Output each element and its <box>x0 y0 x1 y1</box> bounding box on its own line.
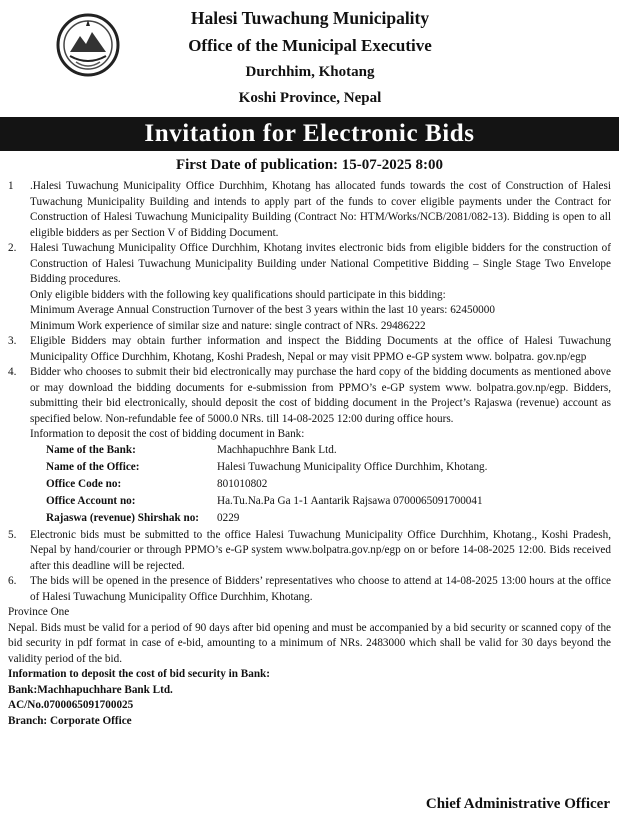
table-row <box>46 460 487 477</box>
publication-date: First Date of publication: 15-07-2025 8:00 <box>175 157 444 173</box>
clause-text: Halesi Tuwachung Municipality Office Durchhim, Khotang invites electronic bids from eligible bidders for the construction of Construction of Halesi Tuwachung Municipality Building under National Competitive Bidding – Single Stage Two Envelope Bidding procedures. <box>30 242 611 285</box>
table-row <box>46 494 487 511</box>
qualification-experience: Minimum Work experience of similar size and nature: single contract of NRs. 29486222 <box>30 319 426 332</box>
clause-number: 1 <box>8 180 14 192</box>
qualification-intro: Only eligible bidders with the following key qualifications should participate in this bidding: <box>30 288 446 301</box>
security-branch: Branch: Corporate Office <box>8 714 132 727</box>
office-account-value: Ha.Tu.Na.Pa Ga 1-1 Aantarik Rajsawa 0700065091700041 <box>217 494 483 507</box>
rajaswa-value: 0229 <box>217 511 240 524</box>
bank-name-value: Machhapuchhre Bank Ltd. <box>217 443 337 456</box>
clause-6 <box>8 574 611 605</box>
bank-name-label: Name of the Bank: <box>46 443 136 456</box>
municipality-name: Halesi Tuwachung Municipality <box>190 8 430 28</box>
bank-details-table <box>46 443 487 528</box>
clause-text: Eligible Bidders may obtain further information and inspect the Bidding Documents at the office of Halesi Tuwachung Municipality Office Durchhim, Khotang, Koshi Pradesh, Nepal or may visit PPMO e-GP system www. bolpatra. gov.np/egp <box>30 335 611 363</box>
clause-5 <box>8 528 611 575</box>
security-account: AC/No.0700065091700025 <box>8 699 134 711</box>
clause-number: 6. <box>8 575 17 587</box>
municipality-emblem-icon <box>56 12 120 78</box>
province-line: Province One <box>8 606 70 618</box>
clause-number: 2. <box>8 242 17 254</box>
clause-3 <box>8 334 611 365</box>
notice-body <box>8 179 611 729</box>
security-bank: Bank:Machhapuchhare Bank Ltd. <box>8 683 173 696</box>
clause-number: 5. <box>8 528 17 541</box>
clause-text: The bids will be opened in the presence of Bidders’ representatives who choose to attend at 14-08-2025 13:00 hours at the office of Halesi Tuwachung Municipality Office Durchhim, Khotang. <box>30 575 611 603</box>
clause-number: 3. <box>8 335 17 347</box>
bank-info-intro: Information to deposit the cost of bidding document in Bank: <box>30 428 305 440</box>
office-name-value: Halesi Tuwachung Municipality Office Durchhim, Khotang. <box>217 460 488 473</box>
qualification-turnover: Minimum Average Annual Construction Turnover of the best 3 years within the last 10 years: 62450000 <box>30 304 495 316</box>
clause-text: .Halesi Tuwachung Municipality Office Durchhim, Khotang has allocated funds towards the cost of Construction of Halesi Tuwachung Municipality Building and intends to apply part of the funds to cover eligible payments under the Contract for Construction of Halesi Tuwachung Municipality Building (Contract No: HTM/Works/NCB/2081/082-13). Bidding is open to all eligible bidders as per Section V of Bidding Document. <box>30 180 611 239</box>
security-info-title: Information to deposit the cost of bid security in Bank: <box>8 668 270 680</box>
bid-security-text: Nepal. Bids must be valid for a period of 90 days after bid opening and must be accompanied by a bid security or scanned copy of the bid security in pdf format in case of e-bid, amounting to a minimum of NRs. 2483000 which shall be valid for 30 days beyond the validity period of the bid. <box>8 621 611 665</box>
clause-1 <box>8 179 611 241</box>
clause-text: Bidder who chooses to submit their bid electronically may purchase the hard copy of the bidding documents as mentioned above or may download the bidding documents for e-submission from PPMO’s e-GP system www. bolpatra.gov.np/egp. Bidders, submitting their bid electronically, should deposit the cost of bidding document in the Project’s Rajaswa (revenue) account as specified below. Non-refundable fee of 5000.0 NRs. till 14-08-2025 12:00 during office hours. <box>30 366 611 425</box>
rajaswa-label: Rajaswa (revenue) Shirshak no: <box>46 511 200 524</box>
table-row <box>46 443 487 460</box>
table-row <box>46 477 487 494</box>
province-country: Koshi Province, Nepal <box>238 90 382 106</box>
office-code-label: Office Code no: <box>46 477 122 490</box>
clause-4 <box>8 365 611 528</box>
office-location: Durchhim, Khotang <box>245 64 375 80</box>
table-row <box>46 511 487 528</box>
signatory-title: Chief Administrative Officer <box>425 796 610 812</box>
office-name: Office of the Municipal Executive <box>188 36 432 55</box>
clause-2 <box>8 241 611 334</box>
office-account-label: Office Account no: <box>46 494 136 507</box>
office-code-value: 801010802 <box>217 477 268 490</box>
clause-text: Electronic bids must be submitted to the office Halesi Tuwachung Municipality Office Durchhim, Khotang., Koshi Pradesh, Nepal by hand/courier or through PPMO’s e-GP system www.bolpatra.gov.np/egp on or before 14-08-2025 12:00. Bids received after this deadline will be rejected. <box>30 528 611 572</box>
notice-title-banner: Invitation for Electronic Bids <box>0 117 619 151</box>
clause-number: 4. <box>8 366 17 378</box>
office-name-label: Name of the Office: <box>46 460 140 473</box>
